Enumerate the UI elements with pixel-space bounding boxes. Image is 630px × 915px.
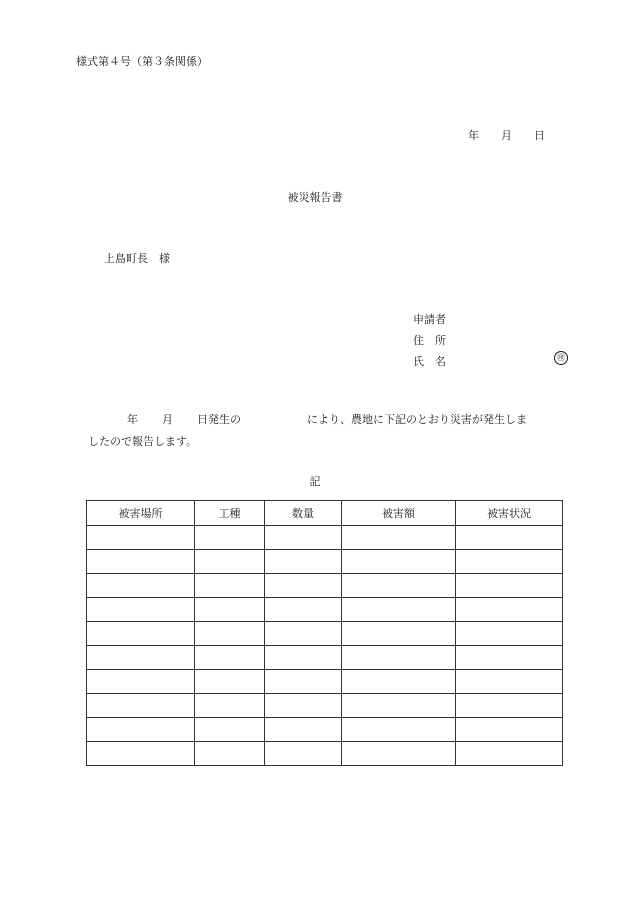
header-quantity: 数量	[265, 501, 342, 526]
table-cell[interactable]	[87, 526, 195, 550]
ki-label: 記	[309, 475, 321, 488]
table-cell[interactable]	[87, 694, 195, 718]
table-cell[interactable]	[87, 718, 195, 742]
table-cell[interactable]	[265, 598, 342, 622]
table-row	[87, 694, 563, 718]
table-cell[interactable]	[87, 574, 195, 598]
table-cell[interactable]	[342, 646, 456, 670]
table-cell[interactable]	[456, 646, 563, 670]
header-damage-status: 被害状況	[456, 501, 563, 526]
table-cell[interactable]	[195, 598, 265, 622]
recipient: 上島町長 様	[104, 252, 170, 265]
table-cell[interactable]	[342, 718, 456, 742]
table-cell[interactable]	[342, 670, 456, 694]
seal-mark: ㊞	[554, 351, 568, 365]
table-row	[87, 526, 563, 550]
table-cell[interactable]	[342, 742, 456, 766]
table-cell[interactable]	[87, 550, 195, 574]
table-row	[87, 598, 563, 622]
table-cell[interactable]	[87, 742, 195, 766]
table-cell[interactable]	[265, 646, 342, 670]
table-cell[interactable]	[195, 646, 265, 670]
damage-table	[86, 500, 563, 766]
header-damage-location: 被害場所	[87, 501, 195, 526]
table-cell[interactable]	[456, 526, 563, 550]
table-cell[interactable]	[342, 598, 456, 622]
table-cell[interactable]	[265, 718, 342, 742]
table-cell[interactable]	[87, 598, 195, 622]
table-cell[interactable]	[195, 550, 265, 574]
name-label: 氏 名	[413, 355, 446, 368]
table-cell[interactable]	[456, 694, 563, 718]
date-month: 月	[501, 129, 512, 142]
table-cell[interactable]	[456, 574, 563, 598]
table-body	[87, 526, 563, 766]
date-line	[468, 127, 545, 143]
table-cell[interactable]	[195, 574, 265, 598]
date-year: 年	[468, 129, 479, 142]
table-cell[interactable]	[456, 718, 563, 742]
table-cell[interactable]	[265, 622, 342, 646]
table-row	[87, 622, 563, 646]
table-row	[87, 742, 563, 766]
table-cell[interactable]	[87, 646, 195, 670]
table-cell[interactable]	[87, 670, 195, 694]
table-cell[interactable]	[265, 742, 342, 766]
statement-month: 月	[162, 413, 173, 426]
statement-line-2: したので報告します。	[88, 435, 198, 448]
date-day: 日	[534, 129, 545, 142]
table-cell[interactable]	[342, 550, 456, 574]
table-cell[interactable]	[265, 526, 342, 550]
document-title: 被災報告書	[287, 191, 343, 204]
statement-line-1	[127, 411, 527, 427]
table-cell[interactable]	[87, 622, 195, 646]
address-label: 住 所	[413, 334, 446, 347]
table-row	[87, 718, 563, 742]
table-cell[interactable]	[265, 574, 342, 598]
table-cell[interactable]	[195, 718, 265, 742]
table-row	[87, 670, 563, 694]
table-row	[87, 550, 563, 574]
table-cell[interactable]	[342, 694, 456, 718]
table-cell[interactable]	[456, 670, 563, 694]
table-cell[interactable]	[265, 694, 342, 718]
table-cell[interactable]	[342, 574, 456, 598]
table-cell[interactable]	[195, 694, 265, 718]
statement-year: 年	[127, 413, 138, 426]
table-cell[interactable]	[456, 550, 563, 574]
table-cell[interactable]	[265, 670, 342, 694]
header-work-type: 工種	[195, 501, 265, 526]
table-cell[interactable]	[456, 598, 563, 622]
applicant-heading: 申請者	[413, 313, 446, 326]
statement-day-occurred: 日発生の	[197, 413, 241, 426]
table-row	[87, 574, 563, 598]
table-cell[interactable]	[195, 742, 265, 766]
statement-cause-text: により、農地に下記のとおり災害が発生しま	[307, 413, 527, 426]
table-header-row	[87, 501, 563, 526]
table-cell[interactable]	[456, 742, 563, 766]
table-cell[interactable]	[195, 526, 265, 550]
table-row	[87, 646, 563, 670]
table-cell[interactable]	[265, 550, 342, 574]
table-cell[interactable]	[195, 670, 265, 694]
header-damage-amount: 被害額	[342, 501, 456, 526]
table-cell[interactable]	[342, 622, 456, 646]
table-cell[interactable]	[195, 622, 265, 646]
applicant-block	[413, 309, 446, 372]
table-cell[interactable]	[456, 622, 563, 646]
form-number: 様式第４号（第３条関係）	[76, 55, 208, 68]
table-cell[interactable]	[342, 526, 456, 550]
